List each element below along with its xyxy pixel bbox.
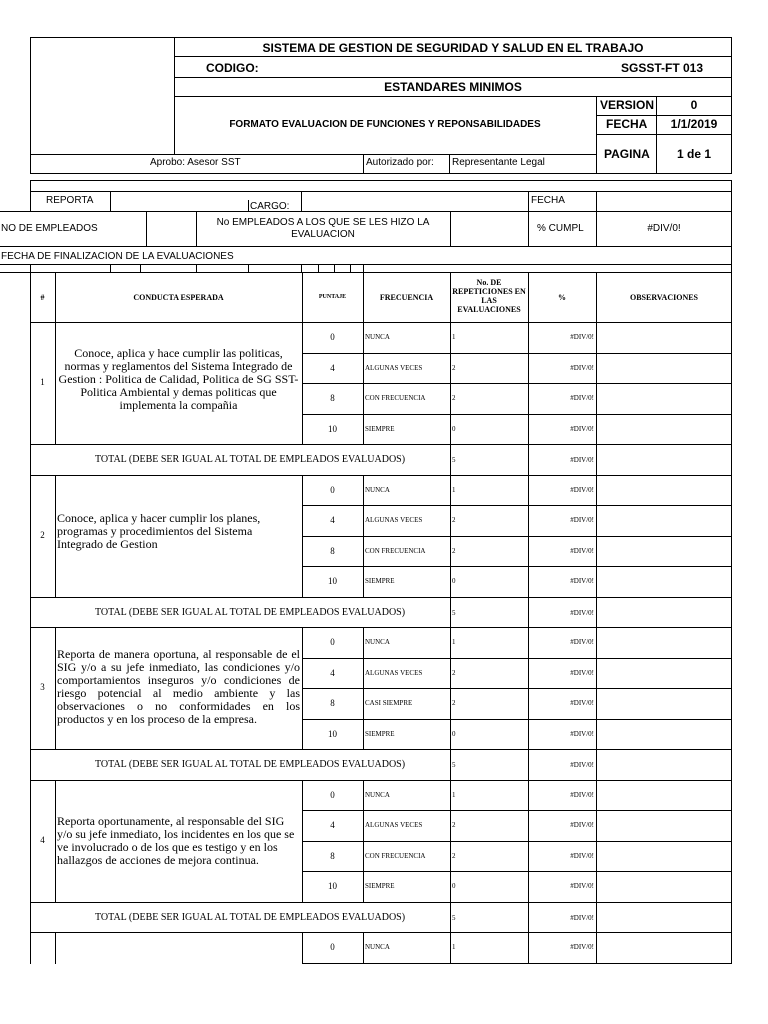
- cargo-label: CARGO:: [250, 201, 290, 212]
- repeticiones-cell: 2: [452, 546, 456, 555]
- total-pct: #DIV/0!: [570, 913, 594, 922]
- puntaje-cell: 0: [330, 484, 335, 495]
- total-pct: #DIV/0!: [570, 608, 594, 617]
- version-label: VERSION: [600, 98, 655, 112]
- puntaje-cell: 8: [330, 698, 335, 708]
- puntaje-cell: 0: [330, 789, 335, 800]
- cumpl-value: #DIV/0!: [647, 223, 681, 234]
- frecuencia-cell: ALGUNAS VECES: [365, 821, 423, 829]
- frecuencia-cell: SIEMPRE: [365, 882, 395, 890]
- frecuencia-cell: ALGUNAS VECES: [365, 516, 423, 524]
- header-frecuencia: FRECUENCIA: [379, 293, 434, 302]
- puntaje-cell: 0: [330, 332, 335, 342]
- puntaje-cell: 4: [330, 667, 335, 678]
- repeticiones-cell: 0: [452, 882, 456, 890]
- pct-cell: #DIV/0!: [570, 394, 594, 402]
- puntaje-cell: 10: [328, 728, 337, 739]
- evaluados-label-2: EVALUACION: [291, 229, 355, 240]
- frecuencia-cell: NUNCA: [365, 790, 390, 799]
- total-label: TOTAL (DEBE SER IGUAL AL TOTAL DE EMPLEADOS EVALUADOS): [95, 454, 406, 465]
- frecuencia-cell: SIEMPRE: [365, 729, 395, 738]
- pct-cell: #DIV/0!: [570, 943, 594, 951]
- pct-cell: #DIV/0!: [570, 729, 594, 738]
- repeticiones-cell: 2: [452, 821, 456, 829]
- repeticiones-cell: 1: [452, 485, 456, 494]
- repeticiones-cell: 2: [452, 699, 456, 707]
- form-name: FORMATO EVALUACION DE FUNCIONES Y REPONSABILIDADES: [229, 119, 541, 130]
- repeticiones-cell: 1: [452, 333, 456, 341]
- total-pct: #DIV/0!: [570, 761, 594, 769]
- total-rep: 5: [452, 913, 456, 922]
- total-label: TOTAL (DEBE SER IGUAL AL TOTAL DE EMPLEADOS EVALUADOS): [95, 911, 406, 923]
- puntaje-cell: 10: [328, 423, 337, 434]
- total-rep: 5: [452, 608, 456, 617]
- puntaje-cell: 4: [330, 515, 335, 525]
- header-repeticiones-2: REPETICIONES EN: [452, 287, 526, 296]
- frecuencia-cell: CON FRECUENCIA: [365, 851, 426, 860]
- total-label: TOTAL (DEBE SER IGUAL AL TOTAL DE EMPLEADOS EVALUADOS): [95, 606, 406, 618]
- puntaje-cell: 4: [330, 362, 335, 373]
- codigo-label: CODIGO:: [206, 61, 259, 75]
- pct-cell: #DIV/0!: [570, 790, 594, 799]
- header-puntaje: PUNTAJE: [318, 294, 347, 300]
- header-pct: %: [558, 293, 566, 302]
- repeticiones-cell: 1: [452, 638, 456, 646]
- pct-cell: #DIV/0!: [570, 668, 594, 677]
- system-title: SISTEMA DE GESTION DE SEGURIDAD Y SALUD EN EL TRABAJO: [262, 41, 644, 55]
- pct-cell: #DIV/0!: [570, 546, 594, 555]
- pagina-label: PAGINA: [604, 147, 650, 161]
- header-num: #: [40, 293, 45, 302]
- frecuencia-cell: ALGUNAS VECES: [365, 363, 423, 372]
- puntaje-cell: 8: [330, 850, 335, 861]
- repeticiones-cell: 2: [452, 363, 456, 372]
- conducta-text: Conoce, aplica y hace cumplir las politicas, normas y reglamentos del Sistema Integrado de Gestion : Politica de Calidad, Politica de SG SST- Politica Ambiental y demas politicas que implementa la compañia: [58, 346, 299, 412]
- group-number: 1: [40, 377, 45, 387]
- pct-cell: #DIV/0!: [570, 516, 594, 524]
- frecuencia-cell: SIEMPRE: [365, 577, 395, 585]
- frecuencia-cell: ALGUNAS VECES: [365, 668, 423, 677]
- group-number: 3: [40, 682, 45, 692]
- pct-cell: #DIV/0!: [570, 851, 594, 860]
- frecuencia-cell: NUNCA: [365, 943, 390, 951]
- frecuencia-cell: CASI SIEMPRE: [365, 699, 413, 707]
- empleados-label: NO DE EMPLEADOS: [1, 223, 98, 234]
- repeticiones-cell: 0: [452, 424, 456, 433]
- puntaje-cell: 10: [328, 881, 337, 891]
- pct-cell: #DIV/0!: [570, 699, 594, 707]
- repeticiones-cell: 0: [452, 577, 456, 585]
- repeticiones-cell: 2: [452, 394, 456, 402]
- repeticiones-cell: 2: [452, 516, 456, 524]
- puntaje-cell: 8: [330, 393, 335, 403]
- puntaje-cell: 4: [330, 820, 335, 830]
- header-repeticiones-1: No. DE: [476, 278, 502, 287]
- conducta-text: Reporta de manera oportuna, al responsable de el SIG y/o a su jefe inmediato, las condiciones y/o comportamientos inseguros y/o condiciones de riesgo potencial al medio ambiente y las observaciones o no conformidades en los productos y en los proceso de la empresa.: [57, 647, 300, 726]
- autorizado-value: Representante Legal: [452, 157, 545, 168]
- repeticiones-cell: 1: [452, 943, 456, 951]
- puntaje-cell: 10: [328, 576, 337, 586]
- header-repeticiones-3: LAS: [481, 296, 497, 305]
- pct-cell: #DIV/0!: [570, 485, 594, 494]
- cumpl-label: % CUMPL: [537, 223, 584, 234]
- fecha-value: 1/1/2019: [670, 117, 718, 131]
- frecuencia-cell: NUNCA: [365, 333, 390, 341]
- pct-cell: #DIV/0!: [570, 577, 594, 585]
- version-value: 0: [690, 98, 698, 112]
- repeticiones-cell: 2: [452, 668, 456, 677]
- autorizado-label: Autorizado por:: [366, 157, 434, 168]
- header-observaciones: OBSERVACIONES: [629, 293, 699, 302]
- aprobo: Aprobo: Asesor SST: [150, 157, 241, 168]
- subtitle: ESTANDARES MINIMOS: [384, 80, 522, 94]
- pct-cell: #DIV/0!: [570, 821, 594, 829]
- group-number: 4: [40, 834, 45, 845]
- conducta-text: Reporta oportunamente, al responsable del SIG y/o su jefe inmediato, los incidentes en los que se ve involucrado o de los que es testigo y en los hallazgos de acciones de mejora continua.: [57, 814, 295, 867]
- total-pct: #DIV/0!: [570, 456, 594, 464]
- group-number: 2: [40, 529, 45, 540]
- puntaje-cell: 0: [330, 942, 335, 952]
- pct-cell: #DIV/0!: [570, 638, 594, 646]
- repeticiones-cell: 0: [452, 729, 456, 738]
- repeticiones-cell: 2: [452, 851, 456, 860]
- header-conducta: CONDUCTA ESPERADA: [133, 293, 224, 302]
- puntaje-cell: 0: [330, 637, 335, 647]
- frecuencia-cell: CON FRECUENCIA: [365, 394, 426, 402]
- total-label: TOTAL (DEBE SER IGUAL AL TOTAL DE EMPLEADOS EVALUADOS): [95, 759, 406, 770]
- repeticiones-cell: 1: [452, 790, 456, 799]
- pagina-value: 1 de 1: [676, 147, 712, 161]
- conducta-text: Conoce, aplica y hacer cumplir los planes, programas y procedimientos del Sistema Integrado de Gestion: [57, 511, 261, 551]
- pct-cell: #DIV/0!: [570, 333, 594, 341]
- fecha-label: FECHA: [606, 117, 648, 131]
- pct-cell: #DIV/0!: [570, 363, 594, 372]
- total-rep: 5: [452, 761, 456, 769]
- frecuencia-cell: NUNCA: [365, 638, 390, 646]
- evaluados-label-1: No EMPLEADOS A LOS QUE SE LES HIZO LA: [216, 217, 430, 228]
- reporta-label: REPORTA: [46, 195, 94, 206]
- pct-cell: #DIV/0!: [570, 424, 594, 433]
- finalizacion-label: FECHA DE FINALIZACION DE LA EVALUACIONES: [1, 251, 234, 262]
- total-rep: 5: [452, 456, 456, 464]
- pct-cell: #DIV/0!: [570, 882, 594, 890]
- frecuencia-cell: NUNCA: [365, 485, 390, 494]
- codigo-value: SGSST-FT 013: [621, 61, 704, 75]
- frecuencia-cell: CON FRECUENCIA: [365, 546, 426, 555]
- header-repeticiones-4: EVALUACIONES: [457, 305, 521, 314]
- puntaje-cell: 8: [330, 545, 335, 556]
- frecuencia-cell: SIEMPRE: [365, 424, 395, 433]
- info-fecha-label: FECHA: [531, 195, 565, 206]
